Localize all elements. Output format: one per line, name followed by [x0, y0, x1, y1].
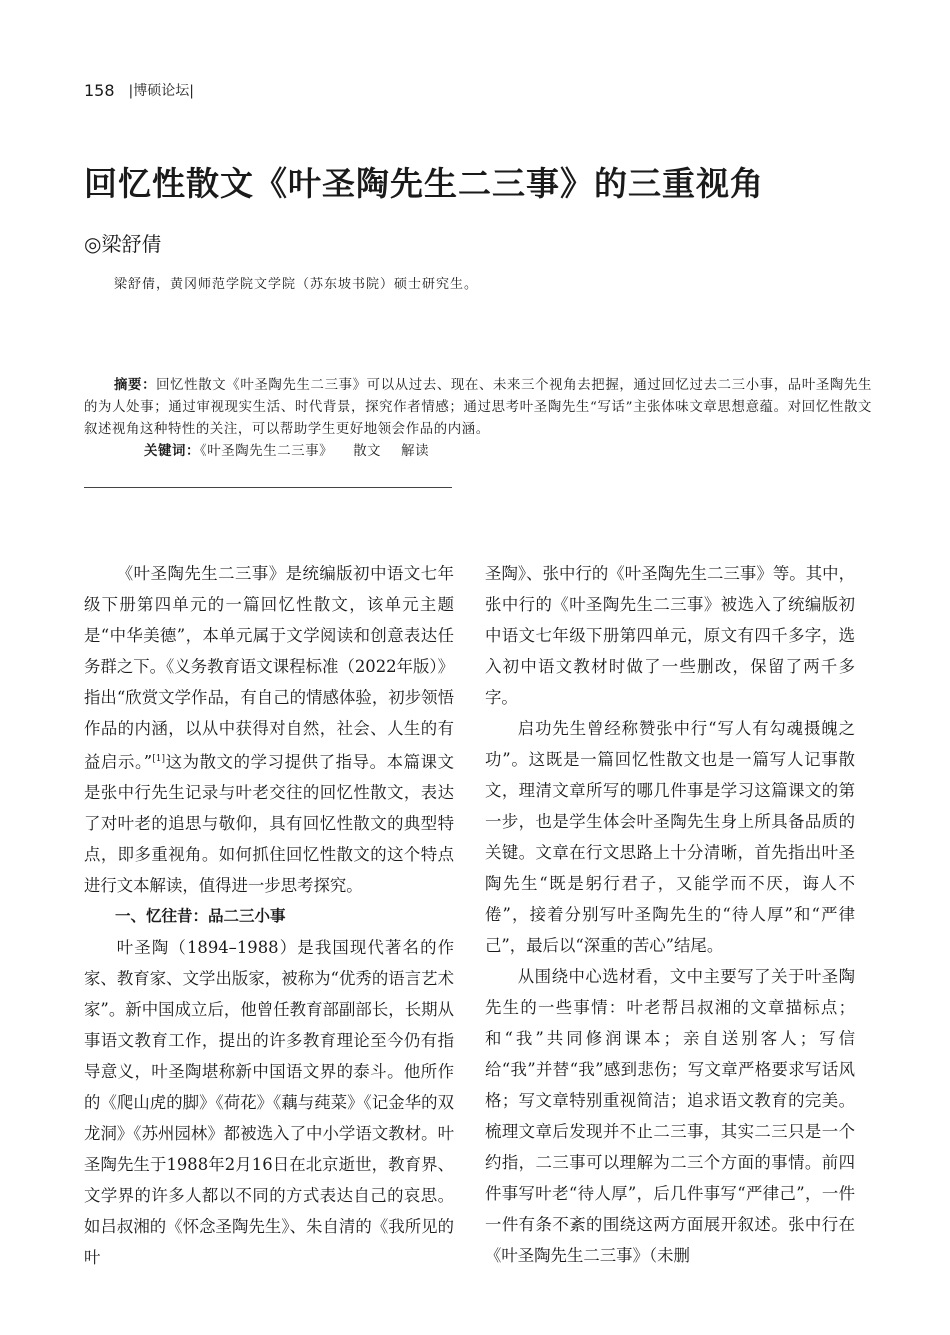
author-name: ◎梁舒倩 — [84, 232, 162, 256]
body-paragraph: 圣陶》、张中行的《叶圣陶先生二三事》等。其中，张中行的《叶圣陶先生二三事》被选入了统编版初中语文七年级下册第四单元，原文有四千多字，选入初中语文教材时做了一些删改，保留了两千多字。 — [485, 564, 855, 707]
body-column-left — [84, 558, 454, 1273]
page-number: 158 — [84, 80, 115, 100]
section-heading: 一、忆往昔：品二三小事 — [115, 907, 286, 926]
body-paragraph: 从围绕中心选材看，文中主要写了关于叶圣陶先生的一些事情：叶老帮吕叔湘的文章描标点；和“我”共同修润课本；亲自送别客人；写信给“我”并替“我”感到悲伤；写文章严格要求写话风格；写文章特别重视简洁；追求语文教育的完美。梳理文章后发现并不止二三事，其实二三只是一个约指，二三事可以理解为二三个方面的事情。前四件事写叶老“待人厚”，后几件事写“严律己”，一件一件有条不紊的围绕这两方面展开叙述。张中行在《叶圣陶先生二三事》（未删 — [485, 967, 855, 1265]
article-title: 回忆性散文《叶圣陶先生二三事》的三重视角 — [84, 164, 764, 203]
running-header — [84, 80, 194, 100]
abstract — [84, 375, 872, 441]
body-text: 这为散文的学习提供了指导。本篇课文是张中行先生记录与叶老交往的回忆性散文，表达了对叶老的追思与敬仰，具有回忆性散文的典型特点，即多重视角。如何抓住回忆性散文的这个特点进行文本解读，值得进一步思考探究。 — [84, 752, 455, 896]
abstract-label: 摘要： — [114, 378, 157, 393]
keyword: 散文 — [353, 444, 382, 459]
section-label: |博硕论坛| — [128, 83, 194, 99]
keywords-label: 关键词： — [144, 444, 200, 459]
body-paragraph: 启功先生曾经称赞张中行“写人有勾魂摄魄之功”。这既是一篇回忆性散文也是一篇写人记事散文，理清文章所写的哪几件事是学习这篇课文的第一步，也是学生体会叶圣陶先生身上所具备品质的关键。文章在行文思路上十分清晰，首先指出叶圣陶先生“既是躬行君子，又能学而不厌，诲人不倦”，接着分别写叶圣陶先生的“待人厚”和“严律己”，最后以“深重的苦心”结尾。 — [485, 719, 855, 955]
body-text: 《叶圣陶先生二三事》是统编版初中语文七年级下册第四单元的一篇回忆性散文，该单元主题是“中华美德”，本单元属于文学阅读和创意表达任务群之下。《义务教育语文课程标准（2022年版）》指出“欣赏文学作品，有自己的情感体验，初步领悟作品的内涵，以从中获得对自然，社会、人生的有益启示。” — [84, 564, 454, 772]
body-column-right — [485, 558, 855, 1271]
keyword: 解读 — [401, 444, 430, 459]
abstract-divider — [84, 487, 452, 488]
abstract-block — [84, 375, 872, 463]
abstract-text: 回忆性散文《叶圣陶先生二三事》可以从过去、现在、未来三个视角去把握，通过回忆过去二三小事，品叶圣陶先生的为人处事；通过审视现实生活、时代背景，探究作者情感；通过思考叶圣陶先生“写话”主张体味文章思想意蕴。对回忆性散文叙述视角这种特性的关注，可以帮助学生更好地领会作品的内涵。 — [84, 378, 872, 437]
body-paragraph: 叶圣陶（1894–1988）是我国现代著名的作家、教育家、文学出版家，被称为“优秀的语言艺术家”。新中国成立后，他曾任教育部副部长，长期从事语文教育工作，提出的许多教育理论至今仍有指导意义，叶圣陶堪称新中国语文界的泰斗。他所作的《爬山虎的脚》《荷花》《藕与莼菜》《记金华的双龙洞》《苏州园林》都被选入了中小学语文教材。叶圣陶先生于1988年2月16日在北京逝世，教育界、文学界的许多人都以不同的方式表达自己的哀思。如吕叔湘的《怀念圣陶先生》、朱自清的《我所见的叶 — [84, 938, 454, 1268]
author-affiliation: 梁舒倩，黄冈师范学院文学院（苏东坡书院）硕士研究生。 — [114, 277, 479, 292]
keywords — [84, 441, 872, 463]
body-paragraph — [84, 558, 454, 901]
keyword: 《叶圣陶先生二三事》 — [199, 444, 334, 459]
citation-marker: [1] — [152, 754, 165, 764]
